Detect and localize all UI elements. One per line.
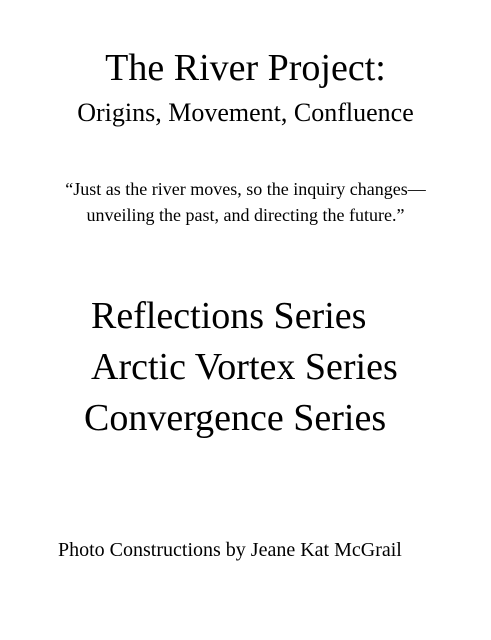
series-item-arctic-vortex: Arctic Vortex Series [91, 346, 398, 388]
series-item-reflections: Reflections Series [91, 295, 367, 337]
quote-line-1: “Just as the river moves, so the inquiry changes— [65, 179, 426, 199]
series-item-convergence: Convergence Series [84, 397, 387, 439]
page-subtitle: Origins, Movement, Confluence [77, 98, 414, 127]
quote-line-2: unveiling the past, and directing the future.” [86, 205, 405, 225]
page-title: The River Project: [105, 47, 386, 89]
photo-credit: Photo Constructions by Jeane Kat McGrail [58, 539, 402, 561]
